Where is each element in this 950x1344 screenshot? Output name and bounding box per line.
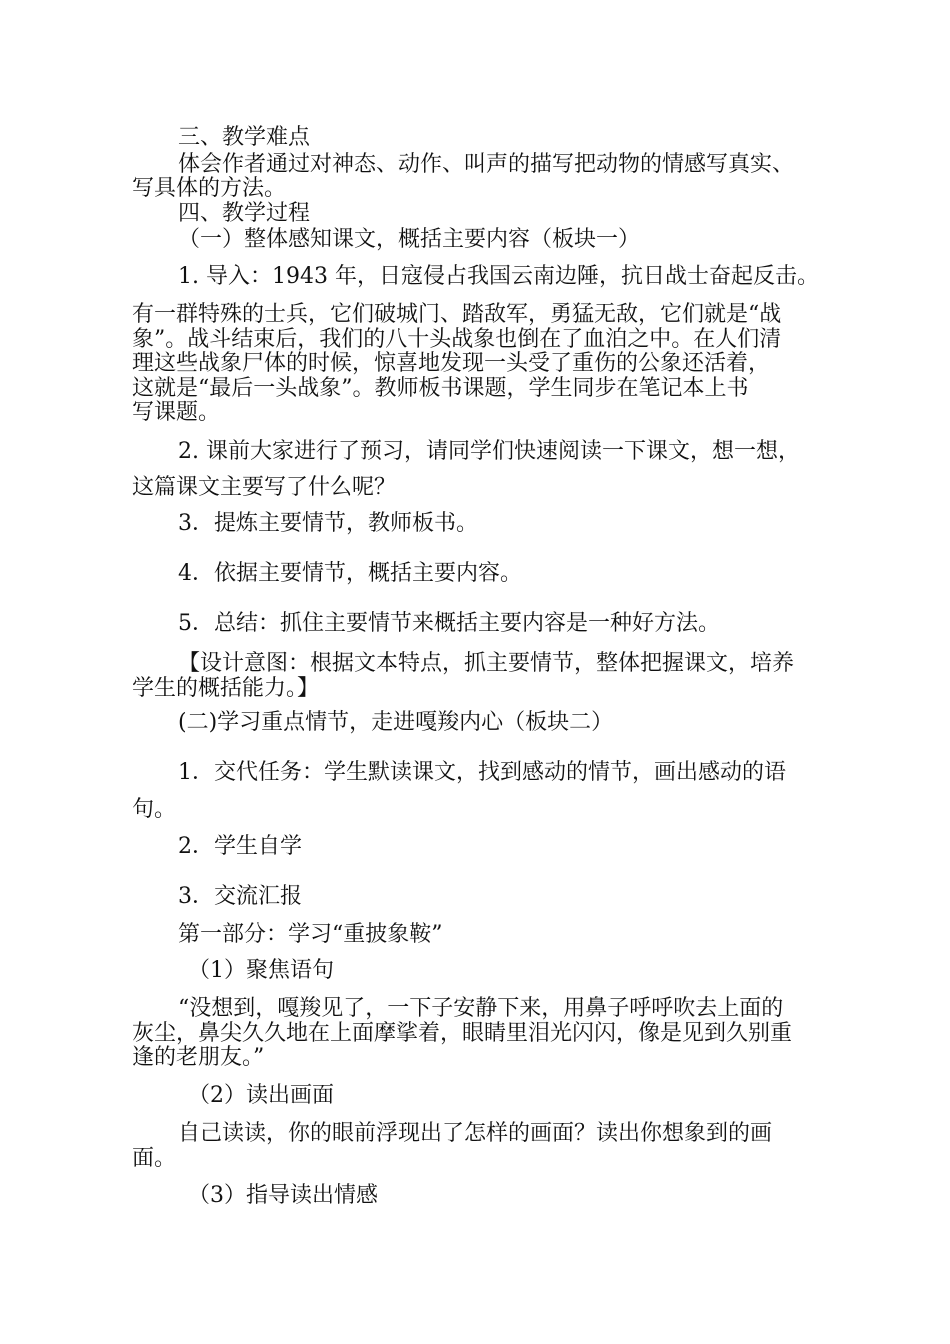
part-heading: 第一部分：学习“重披象鞍” bbox=[178, 922, 443, 947]
paragraph-line: 自己读读，你的眼前浮现出了怎样的画面？读出你想象到的画 bbox=[178, 1121, 773, 1146]
subsection-heading-1: （一）整体感知课文，概括主要内容（板块一） bbox=[178, 227, 641, 252]
list-item: 4．依据主要情节，概括主要内容。 bbox=[178, 561, 522, 586]
subsection-heading-2: (二)学习重点情节，走进嘎羧内心（板块二） bbox=[178, 710, 614, 735]
section-heading-difficulty: 三、教学难点 bbox=[178, 125, 311, 150]
paragraph-line: 这篇课文主要写了什么呢？ bbox=[132, 475, 397, 500]
paragraph-line: 2. 课前大家进行了预习，请同学们快速阅读一下课文，想一想， bbox=[178, 439, 800, 464]
list-item: 3．交流汇报 bbox=[178, 884, 302, 909]
paragraph-line: 写课题。 bbox=[132, 400, 221, 425]
quote-line: 逢的老朋友。” bbox=[132, 1045, 265, 1070]
design-intent-note: 学生的概括能力。】 bbox=[132, 676, 320, 701]
step-heading: （1）聚焦语句 bbox=[188, 958, 334, 983]
step-heading: （3）指导读出情感 bbox=[188, 1183, 378, 1208]
list-item: 5．总结：抓住主要情节来概括主要内容是一种好方法。 bbox=[178, 611, 720, 636]
list-item: 句。 bbox=[132, 797, 177, 822]
paragraph-line: 面。 bbox=[132, 1146, 177, 1171]
paragraph-line: 写具体的方法。 bbox=[132, 176, 287, 201]
step-heading: （2）读出画面 bbox=[188, 1083, 334, 1108]
paragraph-line: 理这些战象尸体的时候，惊喜地发现一头受了重伤的公象还活着， bbox=[132, 351, 771, 376]
list-item: 2．学生自学 bbox=[178, 834, 302, 859]
section-heading-process: 四、教学过程 bbox=[178, 201, 311, 226]
paragraph-line: 象”。战斗结束后，我们的八十头战象也倒在了血泊之中。在人们清 bbox=[132, 327, 782, 352]
paragraph-line: 体会作者通过对神态、动作、叫声的描写把动物的情感写真实、 bbox=[178, 152, 795, 177]
quote-line: 灰尘，鼻尖久久地在上面摩挲着，眼睛里泪光闪闪，像是见到久别重 bbox=[132, 1021, 793, 1046]
design-intent-note: 【设计意图：根据文本特点，抓主要情节，整体把握课文，培养 bbox=[178, 651, 795, 676]
paragraph-line: 这就是“最后一头战象”。教师板书课题，学生同步在笔记本上书 bbox=[132, 376, 749, 401]
paragraph-line: 有一群特殊的士兵，它们破城门、踏敌军，勇猛无敌，它们就是“战 bbox=[132, 302, 782, 327]
list-item: 3．提炼主要情节，教师板书。 bbox=[178, 511, 478, 536]
list-item: 1．交代任务：学生默读课文，找到感动的情节，画出感动的语 bbox=[178, 760, 786, 785]
quote-line: “没想到，嘎羧见了，一下子安静下来，用鼻子呼呼吹去上面的 bbox=[178, 996, 784, 1021]
paragraph-line: 1. 导入：1943 年，日寇侵占我国云南边陲，抗日战士奋起反击。 bbox=[178, 264, 819, 289]
